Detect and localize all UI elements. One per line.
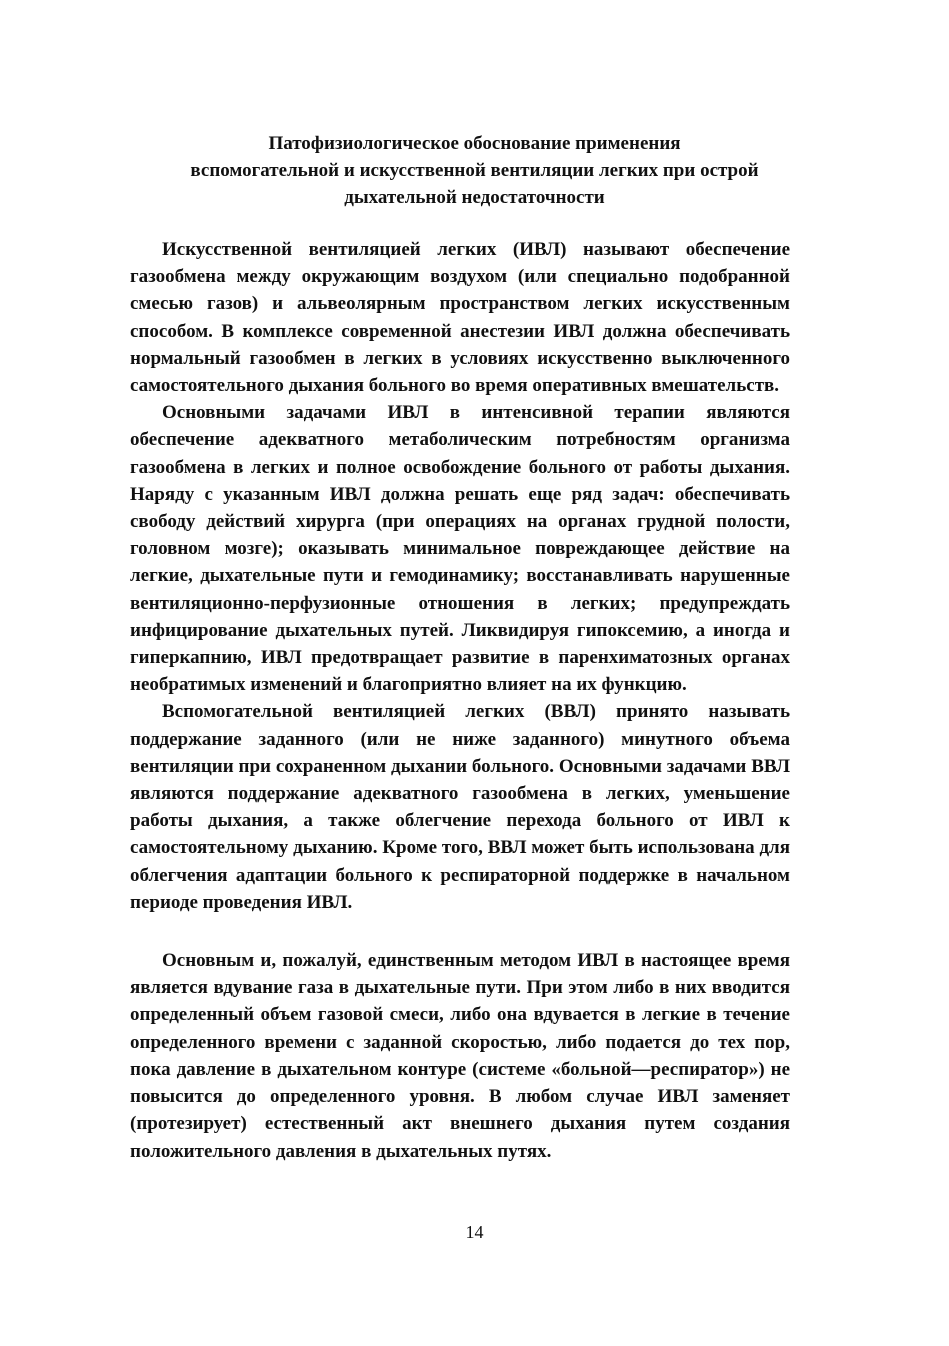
section-title-line-3: дыхательной недостаточности <box>344 187 605 208</box>
document-body <box>130 236 790 1165</box>
section-title-line-2: вспомогательной и искусственной вентиляции легких при острой <box>190 160 759 181</box>
section-title-line-1: Патофизиологическое обоснование применения <box>268 133 681 154</box>
paragraph-vvl-definition: Вспомогательной вентиляцией легких (ВВЛ) принято называть поддержание заданного (или не ниже заданного) минутного объема вентиляции при сохраненном дыхании больного. Основными задачами ВВЛ являются поддержание адекватного газообмена в легких, уменьшение работы дыхания, а также облегчение перехода больного от ИВЛ к самостоятельному дыханию. Кроме того, ВВЛ может быть использована для облегчения адаптации больного к респираторной поддержке в начальном периоде проведения ИВЛ. <box>130 701 790 913</box>
page-number: 14 <box>465 1222 484 1242</box>
paragraph-ivl-method: Основным и, пожалуй, единственным методом ИВЛ в настоящее время является вдувание газа в дыхательные пути. При этом либо в них вводится определенный объем газовой смеси, либо она вдувается в легкие в течение определенного времени с заданной скоростью, либо подается до тех пор, пока давление в дыхательном контуре (системе «больной—респиратор») не повысится до определенного уровня. В любом случае ИВЛ заменяет (протезирует) естественный акт внешнего дыхания путем создания положительного давления в дыхательных путях. <box>130 950 790 1162</box>
section-title <box>120 130 829 211</box>
paragraph-ivl-definition: Искусственной вентиляцией легких (ИВЛ) называют обеспечение газообмена между окружающим воздухом (или специально подобранной смесью газов) и альвеолярным пространством легких искусственным способом. В комплексе современной анестезии ИВЛ должна обеспечивать нормальный газообмен в легких в условиях искусственно выключенного самостоятельного дыхания больного во время оперативных вмешательств. <box>130 239 790 397</box>
paragraph-ivl-tasks: Основными задачами ИВЛ в интенсивной терапии являются обеспечение адекватного метаболическим потребностям организма газообмена в легких и полное освобождение больного от работы дыхания. Наряду с указанным ИВЛ должна решать еще ряд задач: обеспечивать свободу действий хирурга (при операциях на органах грудной полости, головном мозге); оказывать минимальное повреждающее действие на легкие, дыхательные пути и гемодинамику; восстанавливать нарушенные вентиляционно-перфузионные отношения в легких; предупреждать инфицирование дыхательных путей. Ликвидируя гипоксемию, а иногда и гиперкапнию, ИВЛ предотвращает развитие в паренхиматозных органах необратимых изменений и благоприятно влияет на их функцию. <box>130 402 790 696</box>
